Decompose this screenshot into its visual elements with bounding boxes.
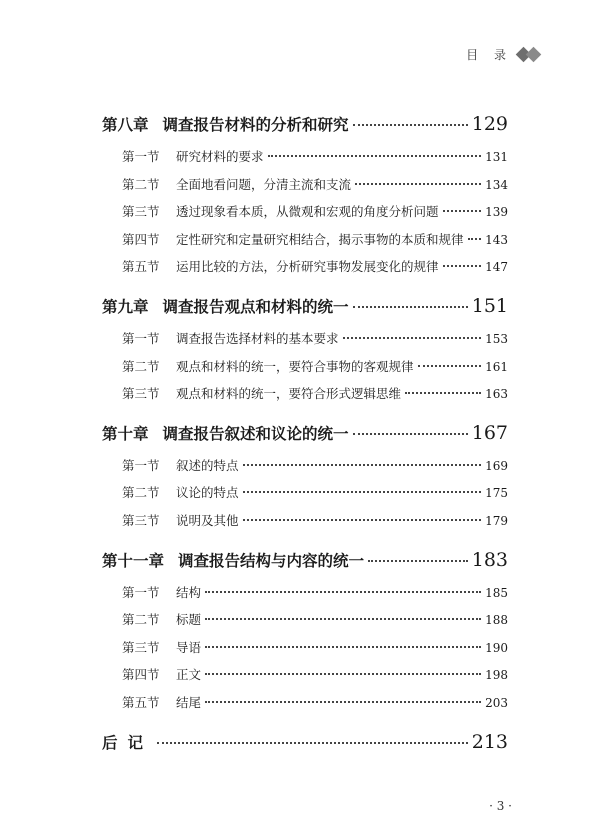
dot-leader <box>353 306 468 308</box>
chapter-group-8 <box>102 113 508 285</box>
section-title: 结构 <box>176 584 202 600</box>
section-label: 第三节 <box>122 204 160 220</box>
section-title: 运用比较的方法，分析研究事物发展变化的规律 <box>176 259 439 275</box>
afterword-page-number: 213 <box>471 730 508 753</box>
chapter-page-number: 167 <box>471 421 508 444</box>
section-label: 第三节 <box>122 386 160 402</box>
toc-section-entry[interactable] <box>102 175 508 203</box>
dot-leader <box>355 183 481 185</box>
section-page-number: 198 <box>485 668 508 683</box>
section-label: 第五节 <box>122 259 160 275</box>
section-label: 第三节 <box>122 639 160 655</box>
section-label: 第三节 <box>122 512 160 528</box>
double-diamond-icon <box>516 47 542 63</box>
section-page-number: 188 <box>485 613 508 628</box>
section-title: 研究材料的要求 <box>176 149 264 164</box>
toc-section-entry[interactable] <box>102 329 508 357</box>
toc-chapter-entry[interactable] <box>102 113 508 147</box>
chapter-page-number: 129 <box>471 113 508 135</box>
chapter-title: 调查报告叙述和议论的统一 <box>162 423 349 443</box>
section-label: 第二节 <box>122 358 160 374</box>
section-title: 观点和材料的统一，要符合事物的客观规律 <box>176 358 414 374</box>
dot-leader <box>443 265 482 267</box>
toc-section-entry[interactable] <box>102 384 508 412</box>
chapter-group-10 <box>102 422 508 539</box>
chapter-title: 调查报告结构与内容的统一 <box>178 550 365 570</box>
dot-leader <box>205 701 481 703</box>
section-page-number: 143 <box>485 232 508 247</box>
dot-leader <box>418 365 482 367</box>
dot-leader <box>205 591 481 593</box>
section-page-number: 203 <box>485 695 508 710</box>
chapter-label: 第十一章 <box>102 550 165 570</box>
chapter-label: 第九章 <box>102 296 149 316</box>
dot-leader <box>243 519 482 521</box>
running-head-text: 目 录 <box>466 48 512 62</box>
section-title: 叙述的特点 <box>176 457 239 473</box>
running-head <box>466 46 542 63</box>
toc-section-entry[interactable] <box>102 693 508 721</box>
section-label: 第一节 <box>122 457 160 473</box>
section-page-number: 190 <box>485 640 508 655</box>
toc-section-entry[interactable] <box>102 511 508 539</box>
toc-section-entry[interactable] <box>102 483 508 511</box>
dot-leader <box>353 124 468 126</box>
toc-section-entry[interactable] <box>102 257 508 285</box>
toc-section-entry[interactable] <box>102 665 508 693</box>
section-label: 第一节 <box>122 330 160 346</box>
dot-leader <box>243 491 482 493</box>
section-title: 标题 <box>176 612 202 628</box>
section-page-number: 153 <box>485 331 508 346</box>
section-page-number: 131 <box>485 150 508 164</box>
section-title: 观点和材料的统一，要符合形式逻辑思维 <box>176 386 402 402</box>
section-label: 第一节 <box>122 584 160 600</box>
dot-leader <box>353 433 468 435</box>
toc-afterword-entry[interactable] <box>102 731 508 765</box>
section-page-number: 161 <box>485 359 508 374</box>
section-title: 说明及其他 <box>176 512 239 528</box>
toc-section-entry[interactable] <box>102 610 508 638</box>
dot-leader <box>343 337 482 339</box>
dot-leader <box>443 210 482 212</box>
section-title: 全面地看问题，分清主流和支流 <box>176 176 352 192</box>
section-label: 第四节 <box>122 667 160 683</box>
page-folio: · 3 · <box>489 799 512 813</box>
dot-leader <box>368 560 468 562</box>
dot-leader <box>205 673 481 675</box>
toc-section-entry[interactable] <box>102 147 508 175</box>
dot-leader <box>157 742 468 744</box>
section-label: 第二节 <box>122 612 160 628</box>
chapter-label: 第十章 <box>102 423 149 443</box>
section-page-number: 175 <box>485 486 508 501</box>
section-label: 第五节 <box>122 694 160 710</box>
chapter-title: 调查报告观点和材料的统一 <box>162 296 349 316</box>
dot-leader <box>405 392 481 394</box>
chapter-group-11 <box>102 549 508 721</box>
dot-leader <box>468 238 482 240</box>
section-title: 结尾 <box>176 694 202 710</box>
chapter-label: 第八章 <box>102 115 149 134</box>
section-page-number: 163 <box>485 387 508 402</box>
toc-section-entry[interactable] <box>102 357 508 385</box>
dot-leader <box>268 155 482 157</box>
section-page-number: 185 <box>485 585 508 600</box>
chapter-title: 调查报告材料的分析和研究 <box>162 115 349 134</box>
chapter-page-number: 151 <box>471 294 508 317</box>
section-title: 调查报告选择材料的基本要求 <box>176 330 339 346</box>
section-label: 第四节 <box>122 231 160 247</box>
section-page-number: 134 <box>485 177 508 192</box>
chapter-page-number: 183 <box>471 548 508 571</box>
section-title: 定性研究和定量研究相结合，揭示事物的本质和规律 <box>176 231 464 247</box>
section-label: 第二节 <box>122 176 160 192</box>
toc-section-entry[interactable] <box>102 230 508 258</box>
afterword-label: 后记 <box>102 732 154 752</box>
chapter-group-9 <box>102 295 508 412</box>
toc-section-entry[interactable] <box>102 638 508 666</box>
section-page-number: 139 <box>485 205 508 220</box>
toc-section-entry[interactable] <box>102 202 508 230</box>
section-label: 第一节 <box>122 149 160 164</box>
dot-leader <box>243 464 482 466</box>
section-title: 透过现象看本质，从微观和宏观的角度分析问题 <box>176 204 439 220</box>
section-label: 第二节 <box>122 485 160 501</box>
dot-leader <box>205 646 481 648</box>
toc-chapter-entry[interactable] <box>102 549 508 583</box>
dot-leader <box>205 618 481 620</box>
section-title: 导语 <box>176 639 202 655</box>
toc-chapter-entry[interactable] <box>102 295 508 329</box>
section-title: 议论的特点 <box>176 485 239 501</box>
toc-chapter-entry[interactable] <box>102 422 508 456</box>
table-of-contents <box>102 113 508 765</box>
section-page-number: 179 <box>485 513 508 528</box>
toc-section-entry[interactable] <box>102 456 508 484</box>
section-title: 正文 <box>176 667 202 683</box>
section-page-number: 169 <box>485 458 508 473</box>
section-page-number: 147 <box>485 260 508 275</box>
toc-section-entry[interactable] <box>102 583 508 611</box>
